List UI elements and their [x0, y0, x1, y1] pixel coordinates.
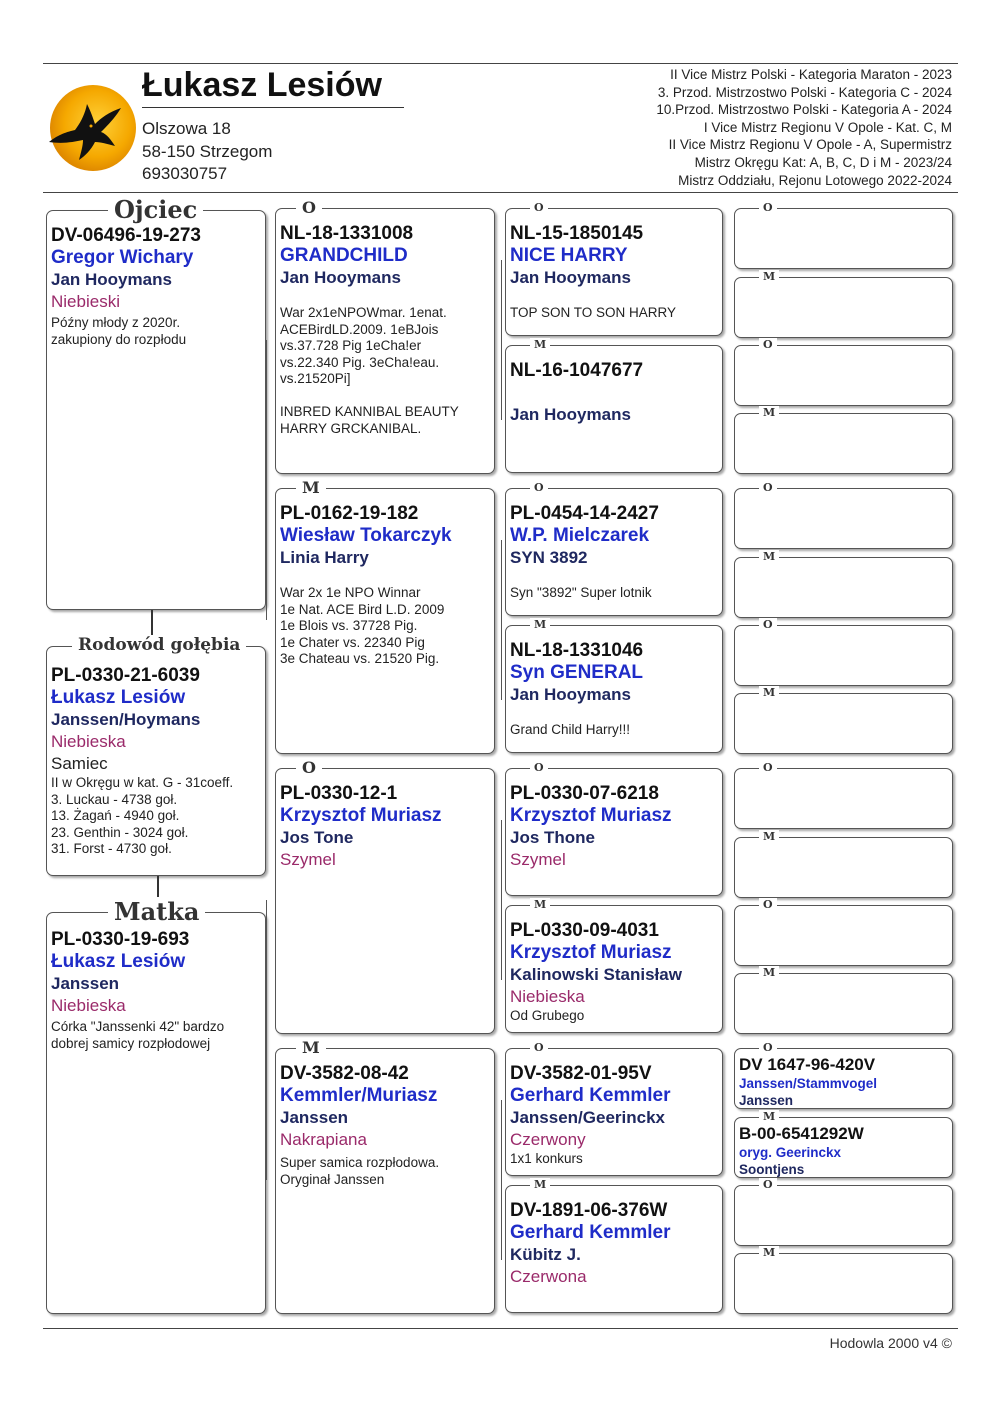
- mmf-label: O: [530, 1041, 548, 1054]
- mmf-notes: 1x1 konkurs: [510, 1151, 583, 1166]
- fm-notes: War 2x 1e NPO Winnar 1e Nat. ACE Bird L.D. 2009 1e Blois vs. 37728 Pig. 1e Chater vs. 22340 Pig 3e Chateau vs. 21520 Pig.: [280, 585, 445, 666]
- mff-name: Krzysztof Muriasz: [510, 805, 672, 826]
- achievement-item: Mistrz Oddziału, Rejonu Lotowego 2022-2024: [678, 172, 952, 188]
- owner-street: Olszowa 18: [142, 119, 231, 138]
- mmfm-ring: B-00-6541292W: [739, 1124, 864, 1143]
- mmf-color: Czerwony: [510, 1130, 586, 1149]
- footer-rule: [43, 1328, 958, 1329]
- mmm-label: M: [530, 1178, 550, 1191]
- connector-col2-col3: [501, 540, 502, 700]
- g4-box: [734, 1178, 953, 1246]
- mmff-ring: DV 1647-96-420V: [739, 1055, 876, 1074]
- ff-label: O: [296, 198, 322, 217]
- mmm-box: [505, 1178, 723, 1313]
- father-label: Ojciec: [108, 195, 203, 224]
- ffm-label: M: [530, 338, 550, 351]
- mm-box: [275, 1038, 495, 1314]
- mmm-color: Czerwona: [510, 1267, 587, 1286]
- g4-label: M: [759, 550, 779, 563]
- fmm-notes: Grand Child Harry!!!: [510, 722, 631, 737]
- achievement-item: II Vice Mistrz Polski - Kategoria Maraton - 2023: [670, 67, 952, 82]
- mmm-name: Gerhard Kemmler: [510, 1222, 671, 1243]
- g4-label: M: [759, 1246, 779, 1259]
- fmm-breed: Jan Hooymans: [510, 685, 631, 704]
- mmf-ring: DV-3582-01-95V: [510, 1063, 652, 1084]
- ff-breed: Jan Hooymans: [280, 268, 401, 287]
- connector-col2-col3: [501, 260, 502, 420]
- mmf-breed: Janssen/Geerinckx: [510, 1108, 665, 1127]
- g4-label: O: [759, 201, 777, 214]
- mfm-box: [505, 898, 723, 1033]
- pedigree-label: Rodowód gołębia: [72, 635, 246, 655]
- mmff-name: Janssen/Stammvogel: [739, 1076, 878, 1091]
- fmf-label: O: [530, 481, 548, 494]
- g4-label: O: [759, 761, 777, 774]
- fff-box: [505, 201, 723, 336]
- fmm-box: [505, 618, 723, 753]
- achievement-item: Mistrz Okręgu Kat: A, B, C, D i M - 2023/24: [694, 154, 952, 170]
- mm-ring: DV-3582-08-42: [280, 1063, 409, 1084]
- mother-box: [46, 912, 266, 1314]
- fm-box: [275, 478, 495, 754]
- achievement-item: I Vice Mistrz Regionu V Opole - Kat. C, M: [703, 119, 952, 135]
- mm-name: Kemmler/Muriasz: [280, 1085, 438, 1106]
- mmfm-name: oryg. Geerinckx: [739, 1145, 842, 1160]
- g4-box: [734, 481, 953, 549]
- mm-color: Nakrapiana: [280, 1130, 367, 1149]
- subject-ring: PL-0330-21-6039: [51, 665, 200, 686]
- g4-label: O: [759, 618, 777, 631]
- ff-box: [275, 198, 495, 474]
- mmfm-box: [734, 1110, 953, 1178]
- g4-box: [734, 338, 953, 406]
- pigeon-logo-icon: [45, 82, 137, 174]
- father-breed: Jan Hooymans: [51, 270, 172, 289]
- mm-notes: Super samica rozpłodowa. Oryginał Janssen: [280, 1155, 440, 1187]
- g4-box: [734, 761, 953, 829]
- father-box: [46, 210, 266, 610]
- fff-breed: Jan Hooymans: [510, 268, 631, 287]
- fm-ring: PL-0162-19-182: [280, 503, 419, 524]
- ffm-ring: NL-16-1047677: [510, 360, 644, 381]
- g4-label: M: [759, 686, 779, 699]
- fmf-notes: Syn "3892" Super lotnik: [510, 585, 652, 600]
- mff-color: Szymel: [510, 850, 566, 869]
- ffm-breed: Jan Hooymans: [510, 405, 631, 424]
- g4-box: [734, 406, 953, 474]
- g4-box: [734, 686, 953, 754]
- subject-notes: II w Okręgu w kat. G - 31coeff. 3. Luckau - 4738 goł. 13. Żagań - 4940 goł. 23. Genthin - 3024 goł. 31. Forst - 4730 goł.: [51, 775, 234, 856]
- achievements-list: [656, 66, 952, 189]
- connector-col2-col3: [501, 1100, 502, 1260]
- fmm-label: M: [530, 618, 550, 631]
- owner-phone: 693030757: [142, 164, 228, 183]
- mfm-name: Krzysztof Muriasz: [510, 942, 672, 963]
- subject-sex: Samiec: [51, 754, 108, 773]
- mother-name: Łukasz Lesiów: [51, 951, 186, 972]
- mfm-notes: Od Grubego: [510, 1008, 585, 1023]
- g4-label: O: [759, 338, 777, 351]
- achievement-item: 3. Przod. Mistrzostwo Polski - Kategoria C - 2024: [657, 84, 952, 100]
- connector-col1-col2: [266, 340, 267, 620]
- connector-col2-col3: [501, 820, 502, 980]
- mff-ring: PL-0330-07-6218: [510, 783, 659, 804]
- fmf-box: [505, 481, 723, 616]
- header-top-rule: [43, 63, 958, 64]
- mfm-breed: Kalinowski Stanisław: [510, 965, 682, 984]
- subject-name: Łukasz Lesiów: [51, 687, 186, 708]
- mother-notes: Córka "Janssenki 42" bardzo dobrej samicy rozpłodowej: [51, 1019, 225, 1051]
- fff-ring: NL-15-1850145: [510, 223, 644, 244]
- g4-label: M: [759, 270, 779, 283]
- fff-label: O: [530, 201, 548, 214]
- fm-name: Wiesław Tokarczyk: [280, 525, 452, 546]
- father-color: Niebieski: [51, 292, 120, 311]
- mmfm-breed: Soontjens: [739, 1162, 805, 1177]
- owner-name: Łukasz Lesiów: [142, 66, 404, 108]
- fff-name: NICE HARRY: [510, 245, 628, 266]
- mmm-breed: Kübitz J.: [510, 1245, 581, 1264]
- mff-box: [505, 761, 723, 896]
- mf-box: [275, 758, 495, 1034]
- fff-notes: TOP SON TO SON HARRY: [510, 305, 677, 320]
- subject-color: Niebieska: [51, 732, 126, 751]
- software-credit: Hodowla 2000 v4 ©: [829, 1335, 952, 1351]
- mmf-name: Gerhard Kemmler: [510, 1085, 671, 1106]
- ff-notes: War 2x1eNPOWmar. 1enat. ACEBirdLD.2009. 1eBJois vs.37.728 Pig 1eCha!er vs.22.340 Pig. 3eCha!eau. vs.21520Pi] INBRED KANNIBAL BEAUTY HARRY GRCKANIBAL.: [280, 305, 459, 436]
- fmf-ring: PL-0454-14-2427: [510, 503, 659, 524]
- mm-label: M: [296, 1038, 326, 1057]
- achievement-item: II Vice Mistrz Regionu V Opole - A, Supermistrz: [668, 137, 952, 153]
- fmf-name: W.P. Mielczarek: [510, 525, 650, 546]
- father-ring: DV-06496-19-273: [51, 225, 201, 246]
- mf-breed: Jos Tone: [280, 828, 354, 847]
- mfm-label: M: [530, 898, 550, 911]
- mfm-color: Niebieska: [510, 987, 585, 1006]
- mother-breed: Janssen: [51, 974, 120, 993]
- ff-ring: NL-18-1331008: [280, 223, 414, 244]
- g4-box: [734, 550, 953, 618]
- mff-breed: Jos Thone: [510, 828, 596, 847]
- mf-ring: PL-0330-12-1: [280, 783, 398, 804]
- mff-label: O: [530, 761, 548, 774]
- mmfm-label: M: [759, 1110, 779, 1123]
- mother-color: Niebieska: [51, 996, 126, 1015]
- owner-city: 58-150 Strzegom: [142, 142, 273, 161]
- g4-box: [734, 830, 953, 898]
- mother-ring: PL-0330-19-693: [51, 929, 190, 950]
- mmff-label: O: [759, 1041, 777, 1054]
- mmm-ring: DV-1891-06-376W: [510, 1200, 668, 1221]
- mm-breed: Janssen: [280, 1108, 349, 1127]
- ff-name: GRANDCHILD: [280, 245, 408, 266]
- mmff-box: [734, 1041, 953, 1109]
- fmm-name: Syn GENERAL: [510, 662, 644, 683]
- g4-label: M: [759, 830, 779, 843]
- connector-col1-col2-lower: [266, 900, 267, 1180]
- fm-label: M: [296, 478, 326, 497]
- fmm-ring: NL-18-1331046: [510, 640, 644, 661]
- subject-breed: Janssen/Hoymans: [51, 710, 201, 729]
- mmf-box: [505, 1041, 723, 1176]
- fm-breed: Linia Harry: [280, 548, 369, 567]
- g4-label: O: [759, 898, 777, 911]
- ffm-box: [505, 338, 723, 473]
- g4-label: O: [759, 481, 777, 494]
- mf-name: Krzysztof Muriasz: [280, 805, 442, 826]
- g4-box: [734, 1246, 953, 1314]
- g4-label: O: [759, 1178, 777, 1191]
- mother-label: Matka: [108, 897, 205, 926]
- g4-box: [734, 966, 953, 1034]
- g4-label: M: [759, 966, 779, 979]
- mfm-ring: PL-0330-09-4031: [510, 920, 659, 941]
- mf-label: O: [296, 758, 322, 777]
- father-name: Gregor Wichary: [51, 247, 194, 268]
- fmf-breed: SYN 3892: [510, 548, 588, 567]
- g4-label: M: [759, 406, 779, 419]
- achievement-item: 10.Przod. Mistrzostwo Polski - Kategoria A - 2024: [656, 102, 952, 118]
- g4-box: [734, 898, 953, 966]
- g4-box: [734, 201, 953, 269]
- mmff-breed: Janssen: [739, 1093, 794, 1108]
- father-notes: Późny młody z 2020r. zakupiony do rozpłodu: [51, 315, 187, 347]
- mf-color: Szymel: [280, 850, 336, 869]
- g4-box: [734, 270, 953, 338]
- subject-box: [46, 646, 266, 876]
- g4-box: [734, 618, 953, 686]
- header-bottom-rule: [43, 192, 958, 193]
